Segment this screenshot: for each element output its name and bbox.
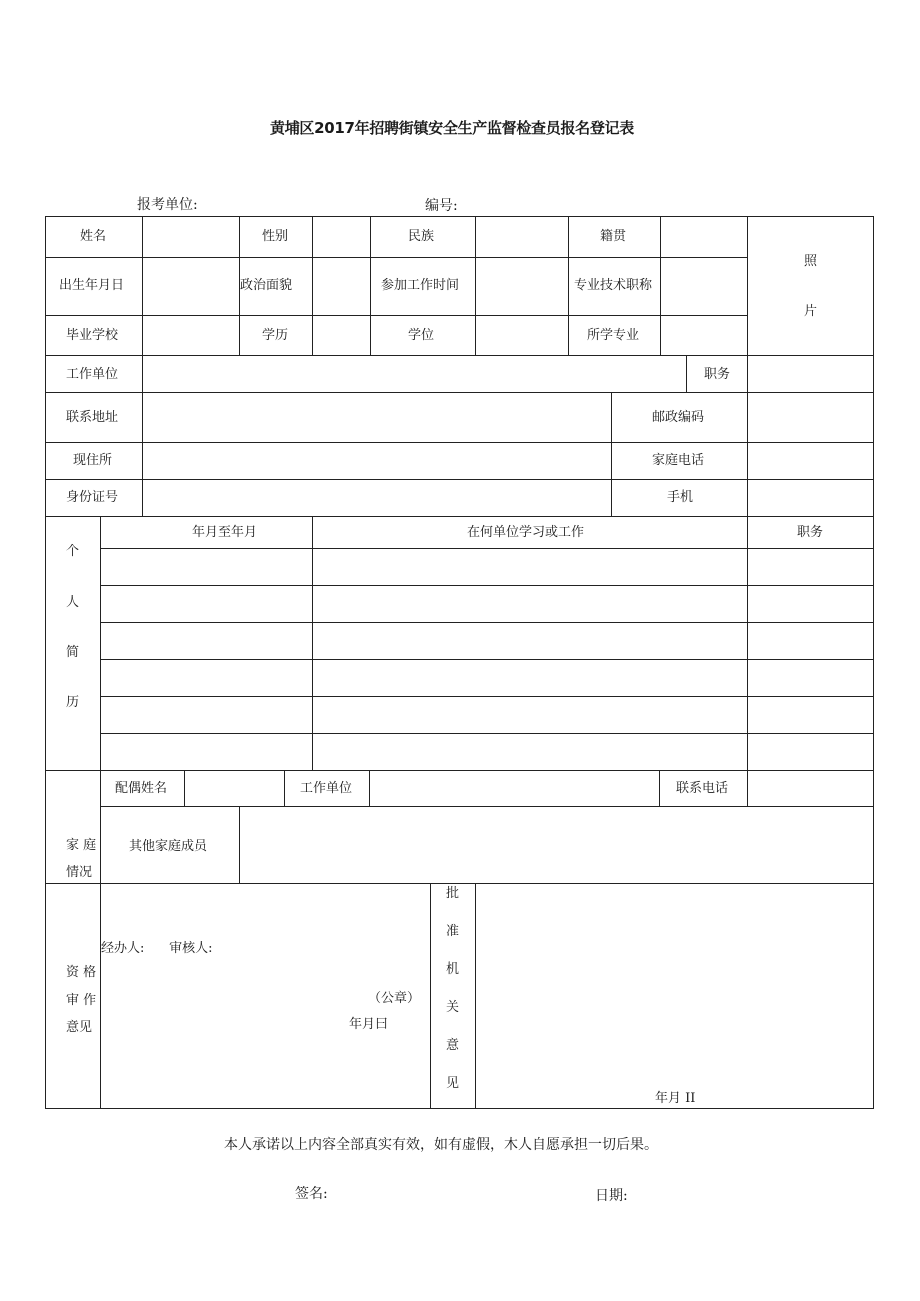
political-status-field[interactable]	[313, 258, 370, 315]
approval-char-2: 准	[446, 924, 460, 939]
address-label: 联系地址	[66, 410, 119, 425]
name-field[interactable]	[143, 217, 239, 257]
resume-col-period: 年月至年月	[192, 525, 258, 540]
native-place-field[interactable]	[661, 217, 747, 257]
degree-field[interactable]	[476, 316, 568, 355]
school-label: 毕业学校	[66, 328, 119, 343]
work-start-label: 参加工作时间	[381, 278, 460, 293]
table-row[interactable]	[101, 549, 873, 585]
signature-label: 签名:	[295, 1186, 328, 1202]
resume-col-unit: 在何单位学习或工作	[467, 525, 585, 540]
approval-char-3: 机	[446, 962, 460, 977]
home-phone-label: 家庭电话	[652, 453, 705, 468]
approval-char-6: 见	[446, 1076, 460, 1091]
resume-label-char-1: 个	[66, 544, 80, 559]
page-title: 黄埔区2017年招聘街镇安全生产监督检查员报名登记表	[270, 119, 634, 137]
work-start-field[interactable]	[476, 258, 568, 315]
gender-field[interactable]	[313, 217, 370, 257]
id-number-field[interactable]	[143, 480, 611, 516]
resume-label-char-3: 简	[66, 645, 80, 660]
footer-date-label: 日期:	[595, 1188, 628, 1204]
title-label: 专业技术职称	[574, 278, 653, 293]
photo-label-2: 片	[804, 304, 818, 319]
spouse-name-field[interactable]	[185, 771, 284, 806]
spouse-name-label: 配偶姓名	[115, 781, 168, 796]
spouse-work-unit-field[interactable]	[370, 771, 659, 806]
gender-label: 性别	[262, 229, 289, 244]
approval-date-label: 年月 II	[655, 1091, 696, 1106]
professional-title-field[interactable]	[661, 258, 747, 315]
major-field[interactable]	[661, 316, 747, 355]
postal-code-label: 邮政编码	[652, 410, 705, 425]
education-field[interactable]	[313, 316, 370, 355]
home-phone-field[interactable]	[748, 443, 873, 479]
native-place-label: 籍贯	[600, 229, 627, 244]
approval-char-1: 批	[446, 886, 460, 901]
review-label-1: 资 格	[66, 965, 97, 980]
seal-label: （公章）	[368, 991, 421, 1006]
table-row[interactable]	[101, 734, 873, 770]
spouse-work-unit-label: 工作单位	[300, 781, 353, 796]
position-label: 职务	[704, 367, 731, 382]
number-label: 编号:	[425, 198, 458, 214]
pledge-text: 本人承诺以上内容全部真实有效，如有虚假，木人自愿承担一切后果。	[224, 1137, 658, 1153]
ethnicity-label: 民族	[408, 229, 435, 244]
major-label: 所学专业	[587, 328, 640, 343]
position-field[interactable]	[748, 356, 873, 392]
residence-label: 现住所	[73, 453, 113, 468]
handlers-label: 经办人: 审核人:	[101, 941, 213, 956]
other-members-label: 其他家庭成员	[129, 839, 208, 854]
work-unit-label: 工作单位	[66, 367, 119, 382]
other-members-field[interactable]	[240, 807, 873, 883]
birth-date-field[interactable]	[143, 258, 239, 315]
education-label: 学历	[262, 328, 289, 343]
school-field[interactable]	[143, 316, 239, 355]
review-label-2: 审 作	[66, 993, 97, 1008]
address-field[interactable]	[143, 393, 611, 442]
family-label-1: 家 庭	[66, 838, 97, 853]
photo-label-1: 照	[804, 254, 818, 269]
unit-label: 报考单位:	[137, 197, 198, 213]
table-row[interactable]	[101, 660, 873, 696]
political-status-label: 政治面貌	[240, 278, 293, 293]
approval-opinion-field[interactable]	[476, 884, 873, 1108]
table-row[interactable]	[101, 623, 873, 659]
table-row[interactable]	[101, 586, 873, 622]
family-label-2: 情况	[66, 865, 93, 880]
name-label: 姓名	[80, 229, 107, 244]
birth-date-label: 出生年月日	[59, 278, 125, 293]
residence-field[interactable]	[143, 443, 611, 479]
approval-char-5: 意	[446, 1038, 460, 1053]
resume-label-char-4: 历	[66, 695, 80, 710]
postal-code-field[interactable]	[748, 393, 873, 442]
spouse-phone-label: 联系电话	[676, 781, 729, 796]
approval-char-4: 关	[446, 1000, 460, 1015]
resume-label-char-2: 人	[66, 595, 80, 610]
work-unit-field[interactable]	[143, 356, 686, 392]
review-label-3: 意见	[66, 1020, 93, 1035]
photo-box[interactable]	[748, 217, 873, 355]
mobile-label: 手机	[667, 490, 694, 505]
table-row[interactable]	[101, 697, 873, 733]
id-number-label: 身份证号	[66, 490, 119, 505]
degree-label: 学位	[408, 328, 435, 343]
resume-col-position: 职务	[797, 525, 824, 540]
spouse-phone-field[interactable]	[748, 771, 873, 806]
mobile-field[interactable]	[748, 480, 873, 516]
review-date-label: 年月曰	[349, 1017, 389, 1032]
ethnicity-field[interactable]	[476, 217, 568, 257]
